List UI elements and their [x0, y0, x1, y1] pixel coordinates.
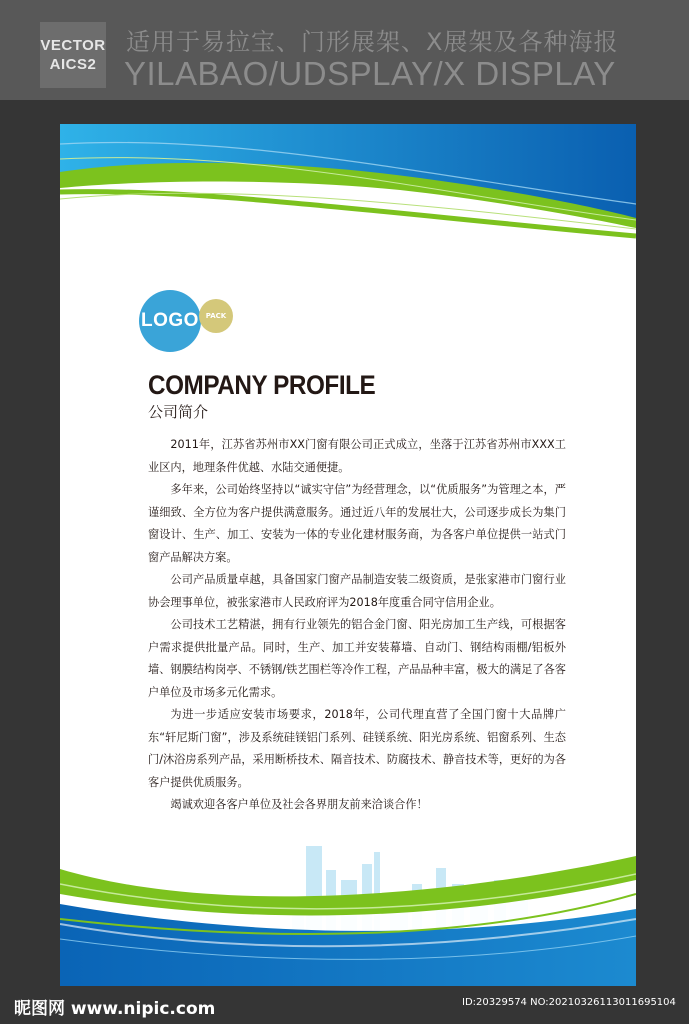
paragraph-2: 多年来，公司始终坚持以“诚实守信”为经营理念，以“优质服务”为管理之本，严谨细致、全方位为客户提供满意服务。通过近八年的发展壮大，公司逐步成长为集门窗设计、生产、加工、安装为一体的专业化建材服务商，为各客户单位提供一站式门窗产品解决方案。 — [148, 483, 566, 564]
vector-badge — [40, 22, 106, 88]
paragraph-6: 竭诚欢迎各客户单位及社会各界朋友前来洽谈合作！ — [170, 798, 428, 811]
paragraph-4: 公司技术工艺精湛，拥有行业领先的铝合金门窗、阳光房加工生产线，可根据客户需求提供批量产品。同时，生产、加工并安装幕墙、自动门、钢结构雨棚/铝板外墙、钢膜结构岗亭、不锈钢/铁艺围栏等冷作工程，产品品种丰富，极大的满足了各客户单位及市场多元化需求。 — [148, 618, 566, 699]
watermark-site: 昵图网 www.nipic.com — [14, 999, 216, 1019]
badge-line2: AICS2 — [49, 56, 97, 73]
company-profile-subheading: 公司简介 — [148, 403, 209, 421]
logo-circle: LOGO — [139, 290, 201, 352]
paragraph-5: 为进一步适应安装市场要求，2018年，公司代理直营了全国门窗十大品牌广东“轩尼斯门窗”，涉及系统硅镁铝门系列、硅镁系统、阳光房系统、铝窗系列、生态门/沐浴房系列产品，采用断桥技术、隔音技术、防腐技术、静音技术等，更好的为各客户提供优质服务。 — [148, 708, 566, 789]
top-banner — [0, 0, 689, 100]
paragraph-3: 公司产品质量卓越，具备国家门窗产品制造安装二级资质，是张家港市门窗行业协会理事单位，被张家港市人民政府评为2018年度重合同守信用企业。 — [148, 573, 566, 609]
watermark-id: ID:20329574 NO:20210326113011695104 — [462, 997, 676, 1008]
banner-title: 适用于易拉宝、门形展架、X展架及各种海报 — [126, 28, 619, 56]
logo-small-circle: PACK — [199, 299, 233, 333]
paragraph-1: 2011年，江苏省苏州市XX门窗有限公司正式成立，坐落于江苏省苏州市XXX工业区内，地理条件优越、水陆交通便捷。 — [148, 438, 566, 474]
badge-line1: VECTOR — [40, 37, 106, 54]
company-profile-heading: COMPANY PROFILE — [148, 370, 376, 400]
poster — [60, 124, 636, 986]
banner-subtitle: YILABAO/UDSPLAY/X DISPLAY — [124, 55, 616, 92]
profile-body — [148, 434, 566, 817]
